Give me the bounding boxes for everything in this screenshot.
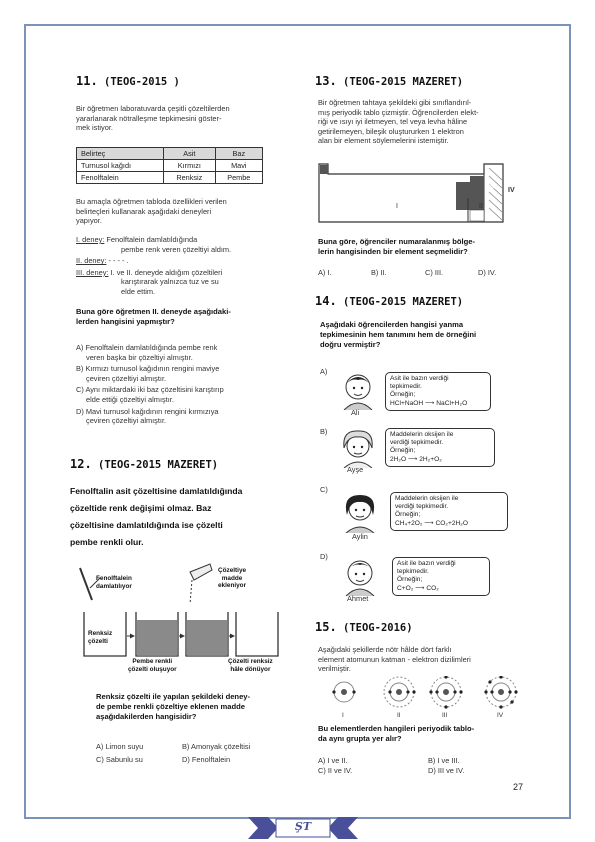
- q15-option-c[interactable]: C) II ve IV.: [318, 766, 353, 775]
- q13-periodic-table: [318, 160, 518, 226]
- dropper-icon: [80, 568, 92, 600]
- q13-option-a[interactable]: A) I.: [318, 268, 332, 277]
- student-ahmet-icon: [340, 556, 380, 596]
- q14-bubble-a: Asit ile bazın verdiği tepkimedir. Örneğin; HCl+NaOH ⟶ NaCl+H₂O: [385, 372, 491, 411]
- atom-4-icon: [484, 676, 517, 709]
- atom-label-2: II: [397, 712, 401, 719]
- q15-atom-diagrams: [318, 676, 528, 710]
- q11-options: [76, 343, 276, 426]
- q14-option-b-letter[interactable]: B): [320, 427, 328, 436]
- q11-option-c[interactable]: C) Aynı miktardaki iki baz çözeltisini karıştırıp elde ettiği çözeltiyi almıştır.: [76, 385, 224, 404]
- student-aylin-icon: [340, 491, 380, 533]
- footer-logo-text: ŞT: [294, 820, 312, 833]
- q12-option-c[interactable]: C) Sabunlu su: [96, 755, 143, 764]
- q13-text: Bir öğretmen tahtaya şekildeki gibi sınıflandırıl- mış periyodik tablo çizmiştir. Öğrencilerden elekt- riği ve ısıyı iyi iletmeyen, tel veya levha hâline getirilemeyen, bileşik oluştururken 1 elektron alan bir element söylemelerini istemiştir.: [318, 98, 479, 146]
- q14-header: 14. (TEOG-2015 MAZERET): [315, 294, 464, 308]
- q12-question: Renksiz çözelti ile yapılan şekildeki deney- de pembe renkli çözeltiye eklenen madde aşağıdakilerden hangisidir?: [96, 692, 251, 721]
- q11-experiments: I. deney: Fenolftalein damlatıldığında pembe renk veren çözeltiyi aldım. II. deney: - - - - . III. deney: I. ve II. deneyde aldığım çözeltileri karıştırarak yalnızca tuz ve su elde ettim.: [76, 235, 232, 296]
- q14-option-c-letter[interactable]: C): [320, 485, 328, 494]
- q15-option-b[interactable]: B) I ve III.: [428, 756, 460, 765]
- q14-question: Aşağıdaki öğrencilerden hangisi yanma tepkimesinin hem tanımını hem de örneğini doğru vermiştir?: [320, 320, 477, 349]
- q13-header: 13. (TEOG-2015 MAZERET): [315, 74, 464, 88]
- q13-region-3: III: [488, 184, 494, 191]
- atom-label-4: IV: [497, 712, 504, 719]
- q11-intro: Bir öğretmen laboratuvarda çeşitli çözeltilerden yararlanarak nötralleşme tepkimesini göster- mek istiyor.: [76, 104, 230, 133]
- q15-option-a[interactable]: A) I ve II.: [318, 756, 348, 765]
- q15-intro: Aşağıdaki şekillerde nötr hâlde dört farklı element atomunun katman - elektron dizilimleri verilmiştir.: [318, 645, 471, 674]
- q13-region-2: II: [479, 203, 483, 210]
- student-aylin-name: Aylin: [352, 532, 368, 541]
- student-ali-name: Ali: [351, 408, 360, 417]
- q11-purpose: Bu amaçla öğretmen tabloda özellikleri verilen belirteçleri kullanarak aşağıdaki deneyleri yapıyor.: [76, 197, 227, 226]
- atom-label-3: III: [442, 712, 448, 719]
- q15-header: 15. (TEOG-2016): [315, 620, 413, 634]
- page-number: 27: [513, 782, 524, 792]
- q14-option-a-letter[interactable]: A): [320, 367, 328, 376]
- beaker-added-icon: [186, 612, 228, 656]
- q12-label-back: Çözelti renksiz hâle dönüyor: [228, 658, 273, 673]
- beaker-back-colorless-icon: [236, 612, 278, 656]
- q12-label-fenolftalein: Fenolftalein damlatılıyor: [96, 575, 132, 590]
- q14-option-d-letter[interactable]: D): [320, 552, 328, 561]
- student-ahmet-name: Ahmet: [347, 594, 369, 603]
- q12-label-added: Çözeltiye madde ekleniyor: [218, 567, 247, 590]
- q13-region-1: I: [396, 203, 398, 210]
- q15-question: Bu elementlerden hangileri periyodik tablo- da aynı grupta yer alır?: [318, 724, 475, 743]
- q14-bubble-c: Maddelerin oksijen ile verdiği tepkimedir. Örneğin; CH₄+2O₂ ⟶ CO₂+2H₂O: [390, 492, 508, 531]
- q14-bubble-d: Asit ile bazın verdiği tepkimedir. Örneğin; C+O₂ ⟶ CO₂: [392, 557, 490, 596]
- q12-statement: Fenolftalin asit çözeltisine damlatıldığında çözeltide renk değişimi olmaz. Baz çözeltisine damlatıldığında ise çözelti pembe renkli olur.: [70, 486, 243, 547]
- q13-option-c[interactable]: C) III.: [425, 268, 444, 277]
- q12-option-d[interactable]: D) Fenolftalein: [182, 755, 231, 764]
- q11-indicator-table: Belirteç Asit Baz Turnusol kağıdı Kırmızı Mavi Fenolftalein Renksiz Pembe: [76, 147, 263, 184]
- atom-1-icon: [332, 682, 355, 702]
- q12-option-b[interactable]: B) Amonyak çözeltisi: [182, 742, 251, 751]
- q14-bubble-b: Maddelerin oksijen ile verdiği tepkimedir. Örneğin; 2H₂O ⟶ 2H₂+O₂: [385, 428, 495, 467]
- q12-header: 12. (TEOG-2015 MAZERET): [70, 457, 219, 471]
- q12-label-pink: Pembe renkli çözelti oluşuyor: [128, 658, 177, 673]
- beaker-pink-icon: [136, 612, 178, 656]
- test-tube-icon: [190, 564, 212, 580]
- q12-option-a[interactable]: A) Limon suyu: [96, 742, 144, 751]
- student-ayse-icon: [338, 428, 378, 468]
- atom-label-1: I: [342, 712, 344, 719]
- atom-2-icon: [384, 677, 416, 707]
- q11-option-d[interactable]: D) Mavi turnusol kağıdının rengini kırmızıya çeviren çözeltiyi almıştır.: [76, 406, 219, 426]
- q13-option-d[interactable]: D) IV.: [478, 268, 497, 277]
- q13-option-b[interactable]: B) II.: [371, 268, 387, 277]
- student-ali-icon: [338, 370, 378, 410]
- atom-3-icon: [429, 676, 462, 709]
- q11-option-b[interactable]: B) Kırmızı turnusol kağıdının rengini maviye çeviren çözeltiyi almıştır.: [76, 364, 220, 383]
- q13-region-4: IV: [508, 187, 515, 194]
- q13-question: Buna göre, öğrenciler numaralanmış bölge- lerin hangisinden bir element seçmelidir?: [318, 237, 475, 256]
- student-ayse-name: Ayşe: [347, 465, 364, 474]
- q11-header: 11. (TEOG-2015 ): [76, 74, 180, 88]
- q12-label-colorless: Renksiz çözelti: [88, 630, 113, 645]
- q15-option-d[interactable]: D) III ve IV.: [428, 766, 465, 775]
- q11-option-a[interactable]: A) Fenolftalein damlatıldığında pembe renk veren başka bir çözeltiyi almıştır.: [76, 343, 218, 362]
- q11-question: Buna göre öğretmen II. deneyde aşağıdaki- lerden hangisini yapmıştır?: [76, 307, 231, 326]
